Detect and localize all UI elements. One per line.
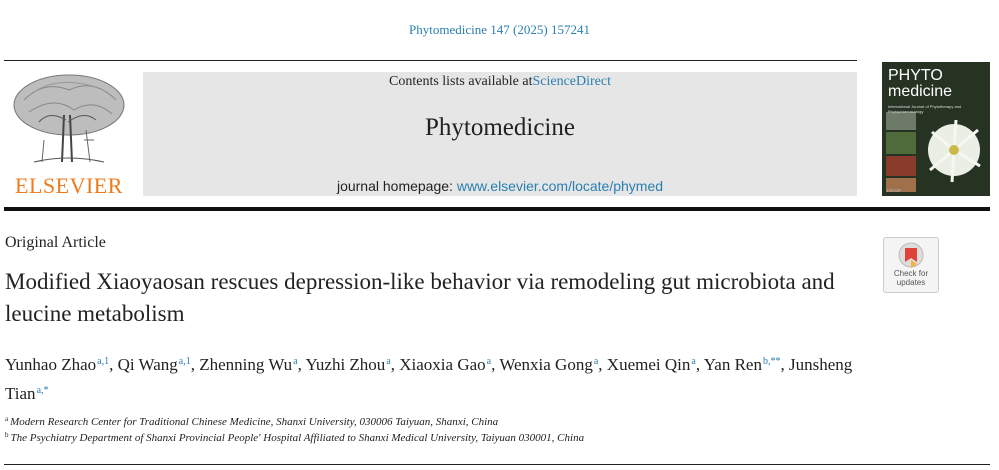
affiliation-b [5,431,584,444]
journal-header-band [143,72,857,196]
cover-subtitle: International Journal of Phytotherapy and Phytopharmacology [888,104,962,114]
article-type: Original Article [5,234,106,251]
affiliation-b-text: The Psychiatry Department of Shanxi Provincial People' Hospital Affiliated to Shanxi Medical University, Taiyuan 030001, China [10,432,585,444]
author-name[interactable]: Zhenning Wu [199,355,293,374]
header-thick-divider [4,207,990,211]
header-divider [4,60,857,61]
sciencedirect-link[interactable]: ScienceDirect [532,74,611,89]
author-affiliation-marker[interactable]: a [486,356,492,367]
author-affiliation-marker[interactable]: a,1 [178,356,191,367]
author-name[interactable]: Yunhao Zhao [5,355,97,374]
journal-homepage-link[interactable]: www.elsevier.com/locate/phymed [456,178,664,194]
journal-citation[interactable]: Phytomedicine 147 (2025) 157241 [409,22,590,37]
author-name[interactable]: Qi Wang [117,355,178,374]
check-for-updates-badge[interactable] [883,237,939,293]
cover-footer: ESCOP [887,188,902,193]
affiliation-a-text: Modern Research Center for Traditional Chinese Medicine, Shanxi University, 030006 Taiyuan, Shanxi, China [10,416,499,428]
author-affiliation-marker[interactable]: a [691,356,696,367]
crossmark-line1: Check for [893,269,929,278]
journal-title: Phytomedicine [425,114,575,141]
cover-title [888,68,952,100]
crossmark-label [884,269,938,287]
author-name[interactable]: Xuemei Qin [606,355,691,374]
article-title: Modified Xiaoyaosan rescues depression-like behavior via remodeling gut microbiota and leucine metabolism [5,269,835,326]
author-name[interactable]: Yuzhi Zhou [305,355,386,374]
author-affiliation-marker[interactable]: a,* [36,385,49,396]
crossmark-icon [884,240,938,272]
author-affiliation-marker[interactable]: a [386,356,391,367]
homepage-prefix: journal homepage: [336,178,457,194]
affiliation-b-key: b [5,431,9,439]
footer-divider [4,464,990,465]
author-affiliation-marker[interactable]: b,** [762,356,781,367]
author-name[interactable]: Xiaoxia Gao [399,355,486,374]
author-name[interactable]: Junsheng Tian [5,355,853,403]
affiliation-a [5,415,498,428]
journal-cover[interactable] [882,62,990,196]
author-name[interactable]: Yan Ren [703,355,762,374]
contents-prefix: Contents lists available at [389,74,533,89]
contents-available-line [143,74,857,90]
journal-homepage-line [143,178,857,194]
author-affiliation-marker[interactable]: a,1 [97,356,110,367]
cover-title-line2: medicine [888,83,953,100]
cover-title-line1: PHYTO [888,67,943,84]
author-name[interactable]: Wenxia Gong [499,355,593,374]
publisher-name: ELSEVIER [15,173,123,198]
crossmark-line2: updates [896,278,926,287]
author-affiliation-marker[interactable]: a [593,356,599,367]
affiliation-a-key: a [5,415,9,423]
author-affiliation-marker[interactable]: a [293,356,298,367]
author-list: Yunhao Zhao$^{a,1}$, Qi Wang$^{a,1}$, Zhenning Wu$^a$, Yuzhi Zhou$^a$, Xiaoxia Gao$^a$, Wenxia Gong$^a$, Xuemei Qin$^a$, Yan Ren$^{b,**}$, Junsheng Tian$^{a,*}$ [5,355,853,403]
